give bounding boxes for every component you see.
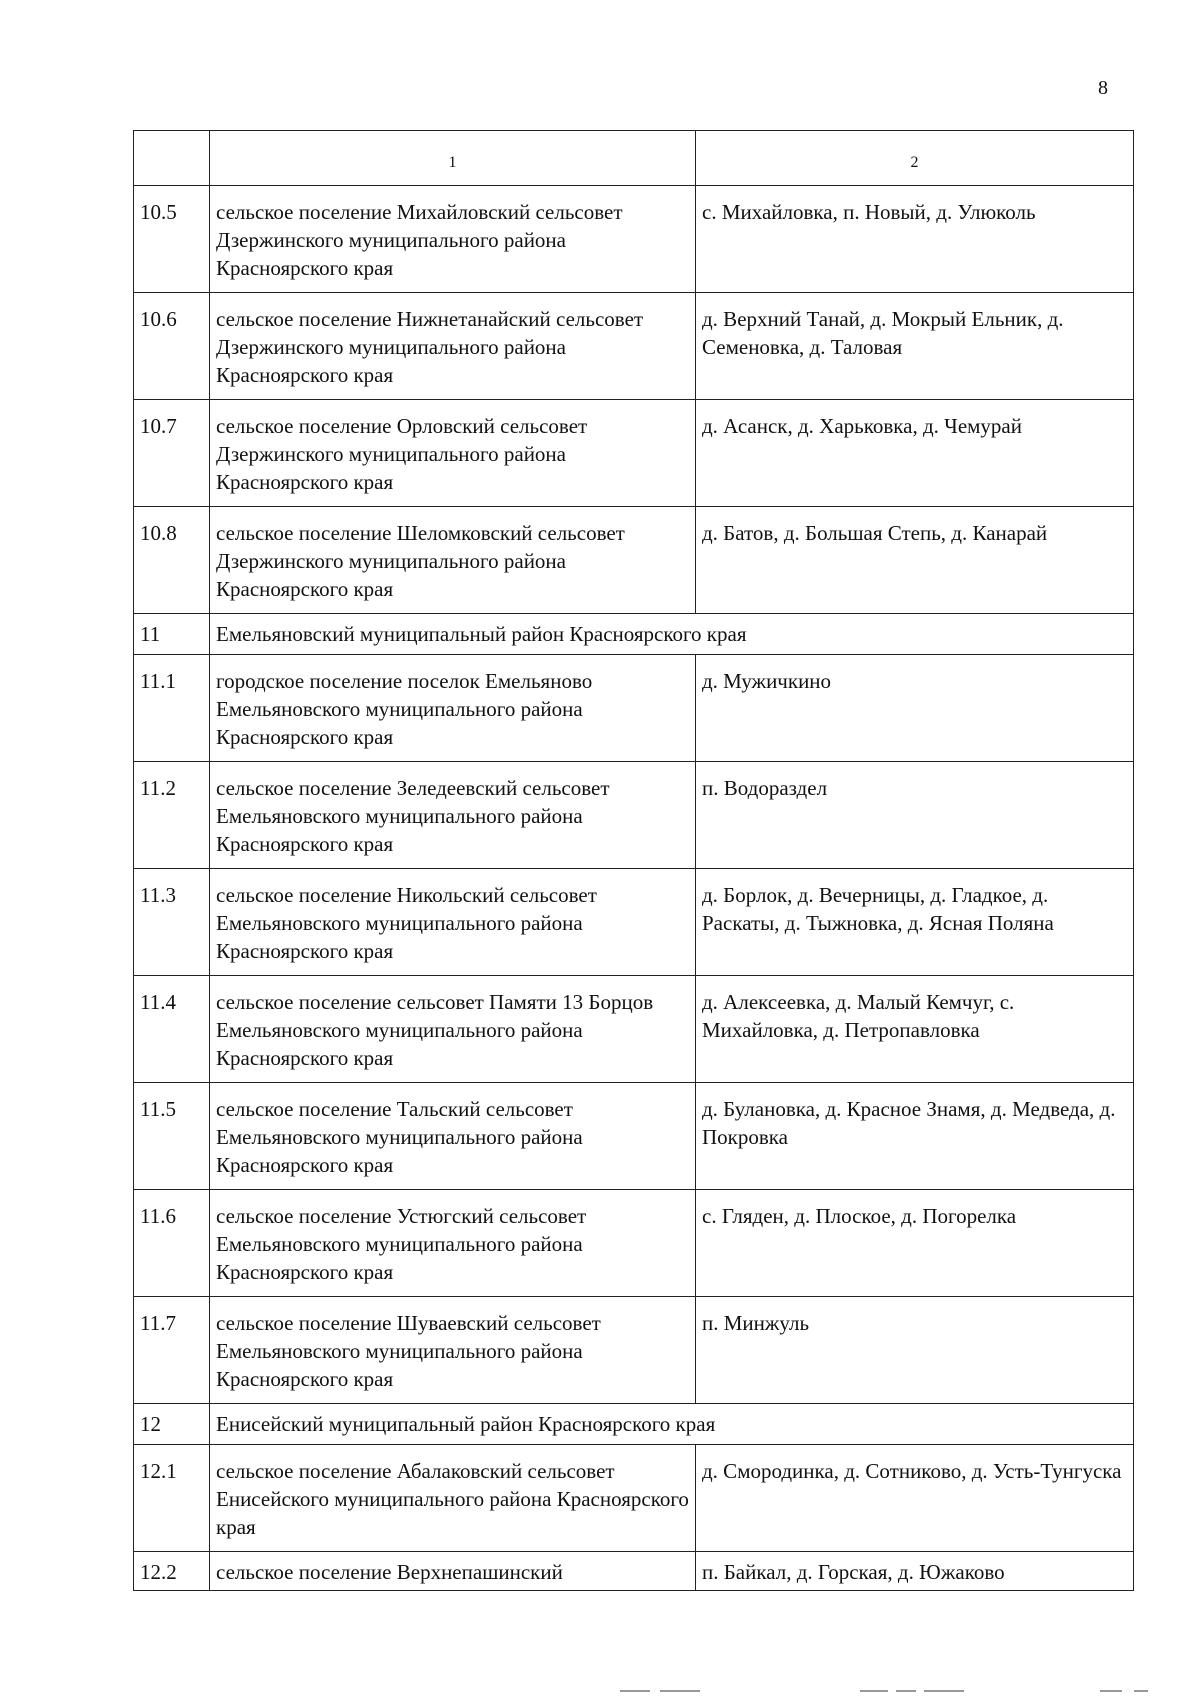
municipality-name-cell: сельское поселение Шуваевский сельсовет Емельяновского муниципального района Красноярского края (210, 1297, 696, 1404)
row-number-cell: 12.2 (134, 1552, 210, 1591)
table-row (134, 762, 1134, 869)
row-number-cell: 12.1 (134, 1445, 210, 1552)
header-cell-municipality: 1 (210, 131, 696, 186)
municipality-name-cell: сельское поселение Тальский сельсовет Емельяновского муниципального района Красноярского края (210, 1083, 696, 1190)
header-cell-number (134, 131, 210, 186)
settlements-list-cell: п. Водораздел (696, 762, 1134, 869)
settlements-list-cell: д. Борлок, д. Вечерницы, д. Гладкое, д. Раскаты, д. Тыжновка, д. Ясная Поляна (696, 869, 1134, 976)
municipality-name-cell: сельское поселение Михайловский сельсовет Дзержинского муниципального района Красноярского края (210, 186, 696, 293)
table-row (134, 655, 1134, 762)
settlements-list-cell: с. Михайловка, п. Новый, д. Улюколь (696, 186, 1134, 293)
settlements-table (133, 130, 1134, 1591)
settlements-list-cell: д. Батов, д. Большая Степь, д. Канарай (696, 507, 1134, 614)
municipality-name-cell: сельское поселение Устюгский сельсовет Емельяновского муниципального района Красноярского края (210, 1190, 696, 1297)
row-number-cell: 11.5 (134, 1083, 210, 1190)
settlements-list-cell: д. Верхний Танай, д. Мокрый Ельник, д. Семеновка, д. Таловая (696, 293, 1134, 400)
settlements-list-cell: д. Смородинка, д. Сотниково, д. Усть-Тунгуска (696, 1445, 1134, 1552)
settlements-list-cell: п. Минжуль (696, 1297, 1134, 1404)
row-number-cell: 11.4 (134, 976, 210, 1083)
table-group-row (134, 614, 1134, 655)
page-number: 8 (1098, 77, 1108, 99)
row-number-cell: 10.5 (134, 186, 210, 293)
row-number-cell: 11.7 (134, 1297, 210, 1404)
scan-artifact-marks (0, 1690, 1200, 1694)
district-name-cell: Енисейский муниципальный район Красноярского края (210, 1404, 1134, 1445)
municipality-name-cell: сельское поселение Шеломковский сельсовет Дзержинского муниципального района Красноярского края (210, 507, 696, 614)
row-number-cell: 11.6 (134, 1190, 210, 1297)
header-cell-settlements: 2 (696, 131, 1134, 186)
table-row (134, 1552, 1134, 1591)
municipality-name-cell: сельское поселение Нижнетанайский сельсовет Дзержинского муниципального района Красноярского края (210, 293, 696, 400)
table-row (134, 976, 1134, 1083)
table-row (134, 507, 1134, 614)
municipality-name-cell: сельское поселение Орловский сельсовет Дзержинского муниципального района Красноярского края (210, 400, 696, 507)
table-row (134, 400, 1134, 507)
settlements-list-cell: д. Алексеевка, д. Малый Кемчуг, с. Михайловка, д. Петропавловка (696, 976, 1134, 1083)
table-row (134, 186, 1134, 293)
table-row (134, 1297, 1134, 1404)
row-number-cell: 12 (134, 1404, 210, 1445)
municipality-name-cell: сельское поселение Верхнепашинский (210, 1552, 696, 1591)
municipality-name-cell: сельское поселение сельсовет Памяти 13 Борцов Емельяновского муниципального района Красноярского края (210, 976, 696, 1083)
municipality-name-cell: сельское поселение Никольский сельсовет Емельяновского муниципального района Красноярского края (210, 869, 696, 976)
row-number-cell: 11.3 (134, 869, 210, 976)
table-group-row (134, 1404, 1134, 1445)
municipality-name-cell: сельское поселение Зеледеевский сельсовет Емельяновского муниципального района Красноярского края (210, 762, 696, 869)
table-row (134, 293, 1134, 400)
settlements-list-cell: д. Булановка, д. Красное Знамя, д. Медведа, д. Покровка (696, 1083, 1134, 1190)
row-number-cell: 11.1 (134, 655, 210, 762)
table-row (134, 1190, 1134, 1297)
settlements-list-cell: д. Асанск, д. Харьковка, д. Чемурай (696, 400, 1134, 507)
settlements-list-cell: с. Гляден, д. Плоское, д. Погорелка (696, 1190, 1134, 1297)
row-number-cell: 10.7 (134, 400, 210, 507)
settlements-list-cell: п. Байкал, д. Горская, д. Южаково (696, 1552, 1134, 1591)
municipality-name-cell: сельское поселение Абалаковский сельсовет Енисейского муниципального района Красноярского края (210, 1445, 696, 1552)
table-row (134, 869, 1134, 976)
table-header-row (134, 131, 1134, 186)
municipality-name-cell: городское поселение поселок Емельяново Емельяновского муниципального района Красноярского края (210, 655, 696, 762)
row-number-cell: 10.6 (134, 293, 210, 400)
row-number-cell: 11.2 (134, 762, 210, 869)
table-row (134, 1445, 1134, 1552)
district-name-cell: Емельяновский муниципальный район Красноярского края (210, 614, 1134, 655)
row-number-cell: 10.8 (134, 507, 210, 614)
row-number-cell: 11 (134, 614, 210, 655)
table-row (134, 1083, 1134, 1190)
settlements-list-cell: д. Мужичкино (696, 655, 1134, 762)
